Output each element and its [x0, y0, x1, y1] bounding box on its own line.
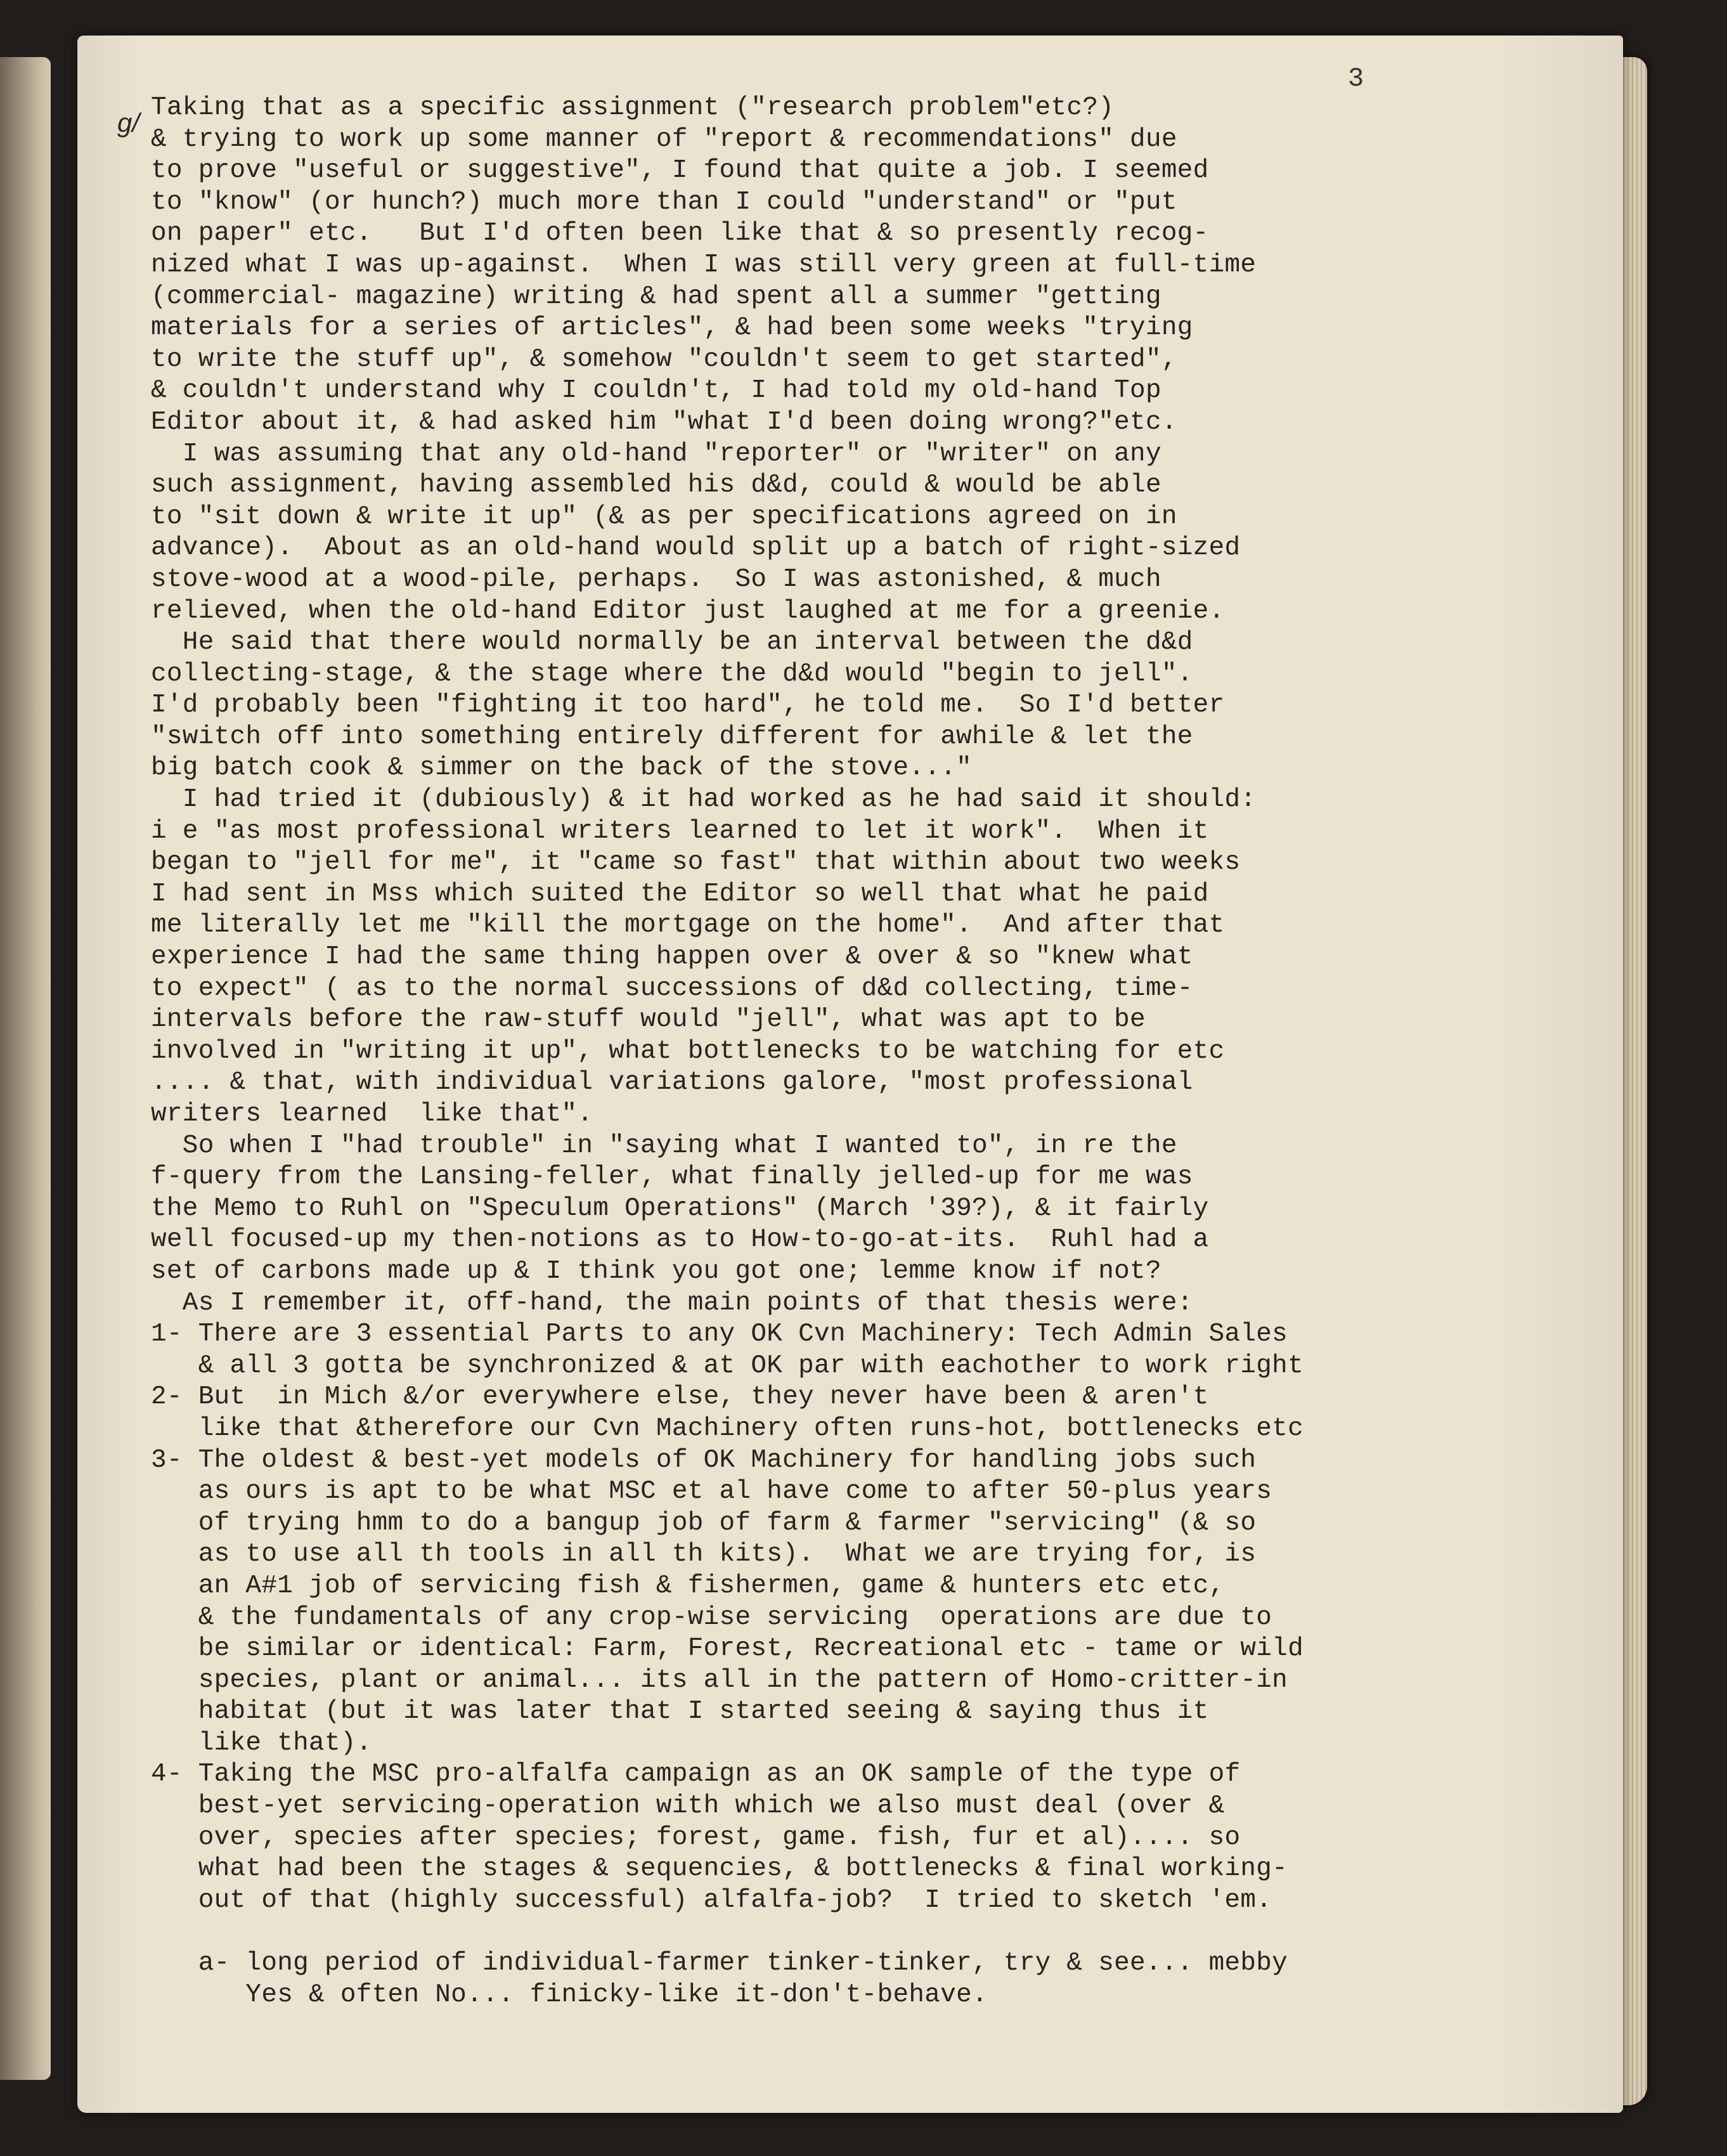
text-line: species, plant or animal... its all in the pattern of Homo-critter-in [151, 1665, 1288, 1695]
text-line: i e "as most professional writers learned to let it work". When it [151, 816, 1209, 846]
facing-page-edge [0, 57, 51, 2080]
text-line: as ours is apt to be what MSC et al have come to after 50-plus years [151, 1477, 1272, 1507]
text-line: As I remember it, off-hand, the main points of that thesis were: [151, 1288, 1193, 1318]
text-line: Taking that as a specific assignment ("research problem"etc?) [151, 93, 1115, 122]
text-line: intervals before the raw-stuff would "jell", what was apt to be [151, 1005, 1146, 1035]
text-line: be similar or identical: Farm, Forest, Recreational etc - tame or wild [151, 1634, 1303, 1664]
text-line: 4- Taking the MSC pro-alfalfa campaign as an OK sample of the type of [151, 1760, 1241, 1789]
page-number: 3 [1348, 63, 1364, 94]
text-line: what had been the stages & sequencies, & bottlenecks & final working- [151, 1854, 1288, 1884]
text-line: I'd probably been "fighting it too hard", he told me. So I'd better [151, 691, 1225, 720]
sub-list [151, 1948, 1565, 2011]
text-line: & couldn't understand why I couldn't, I had told my old-hand Top [151, 376, 1161, 406]
text-line: to prove "useful or suggestive", I found that quite a job. I seemed [151, 156, 1209, 186]
text-line: I had tried it (dubiously) & it had worked as he had said it should: [151, 785, 1257, 815]
text-line: on paper" etc. But I'd often been like that & so presently recog- [151, 219, 1209, 249]
text-line: collecting-stage, & the stage where the d&d would "begin to jell". [151, 659, 1193, 689]
text-line: stove-wood at a wood-pile, perhaps. So I was astonished, & much [151, 564, 1161, 594]
text-line: 1- There are 3 essential Parts to any OK Cvn Machinery: Tech Admin Sales [151, 1320, 1288, 1349]
text-line: involved in "writing it up", what bottlenecks to be watching for etc [151, 1036, 1225, 1066]
text-line: a- long period of individual-farmer tinker-tinker, try & see... mebby [151, 1949, 1288, 1978]
text-line: habitat (but it was later that I started seeing & saying thus it [151, 1697, 1209, 1727]
text-line: to expect" ( as to the normal successions of d&d collecting, time- [151, 973, 1193, 1003]
text-line: like that &therefore our Cvn Machinery often runs-hot, bottlenecks etc [151, 1413, 1303, 1443]
text-line: set of carbons made up & I think you got one; lemme know if not? [151, 1256, 1161, 1286]
text-line: over, species after species; forest, game. fish, fur et al).... so [151, 1822, 1241, 1852]
text-line: such assignment, having assembled his d&d, could & would be able [151, 471, 1161, 500]
text-line: well focused-up my then-notions as to How-to-go-at-its. Ruhl had a [151, 1225, 1209, 1255]
text-line: "switch off into something entirely different for awhile & let the [151, 722, 1193, 751]
text-line: f-query from the Lansing-feller, what finally jelled-up for me was [151, 1162, 1193, 1192]
text-line: (commercial- magazine) writing & had spent all a summer "getting [151, 282, 1161, 311]
text-line: & the fundamentals of any crop-wise servicing operations are due to [151, 1602, 1272, 1632]
text-line: 3- The oldest & best-yet models of OK Machinery for handling jobs such [151, 1445, 1257, 1475]
text-line: & trying to work up some manner of "report & recommendations" due [151, 124, 1177, 154]
text-line: the Memo to Ruhl on "Speculum Operations" (March '39?), & it fairly [151, 1193, 1209, 1223]
text-line: out of that (highly successful) alfalfa-job? I tried to sketch 'em. [151, 1885, 1272, 1915]
text-line: began to "jell for me", it "came so fast" that within about two weeks [151, 848, 1241, 878]
text-line: .... & that, with individual variations galore, "most professional [151, 1068, 1193, 1098]
text-line: 2- But in Mich &/or everywhere else, they never have been & aren't [151, 1382, 1209, 1412]
text-line: like that). [151, 1728, 372, 1758]
margin-handwritten-mark: g/ [117, 108, 140, 138]
text-line: to "sit down & write it up" (& as per specifications agreed on in [151, 502, 1177, 531]
text-line: advance). About as an old-hand would split up a batch of right-sized [151, 533, 1241, 563]
text-line: I had sent in Mss which suited the Editor so well that what he paid [151, 879, 1209, 909]
text-line: writers learned like that". [151, 1100, 593, 1129]
text-line: experience I had the same thing happen over & over & so "knew what [151, 942, 1193, 972]
text-line: best-yet servicing-operation with which we also must deal (over & [151, 1791, 1225, 1821]
text-line: me literally let me "kill the mortgage on the home". And after that [151, 911, 1225, 940]
text-line: I was assuming that any old-hand "reporter" or "writer" on any [151, 439, 1161, 469]
text-line: nized what I was up-against. When I was still very green at full-time [151, 250, 1257, 280]
text-line: to "know" (or hunch?) much more than I could "understand" or "put [151, 187, 1177, 217]
text-line: He said that there would normally be an interval between the d&d [151, 628, 1193, 658]
blank-line [151, 1916, 1565, 1948]
main-paragraphs [151, 93, 1565, 1916]
text-line: big batch cook & simmer on the back of the stove..." [151, 753, 973, 783]
text-line: relieved, when the old-hand Editor just laughed at me for a greenie. [151, 596, 1225, 626]
text-line: as to use all th tools in all th kits). What we are trying for, is [151, 1540, 1257, 1569]
typed-text-body [151, 93, 1565, 2011]
text-line: to write the stuff up", & somehow "couldn't seem to get started", [151, 344, 1177, 374]
text-line: Editor about it, & had asked him "what I'd been doing wrong?"etc. [151, 407, 1177, 437]
text-line: Yes & often No... finicky-like it-don't-behave. [151, 1980, 988, 2010]
text-line: materials for a series of articles", & had been some weeks "trying [151, 313, 1193, 343]
text-line: an A#1 job of servicing fish & fishermen, game & hunters etc etc, [151, 1571, 1225, 1601]
text-line: So when I "had trouble" in "saying what I wanted to", in re the [151, 1131, 1177, 1160]
text-line: of trying hmm to do a bangup job of farm & farmer "servicing" (& so [151, 1508, 1257, 1538]
text-line: & all 3 gotta be synchronized & at OK par with eachother to work right [151, 1351, 1303, 1380]
